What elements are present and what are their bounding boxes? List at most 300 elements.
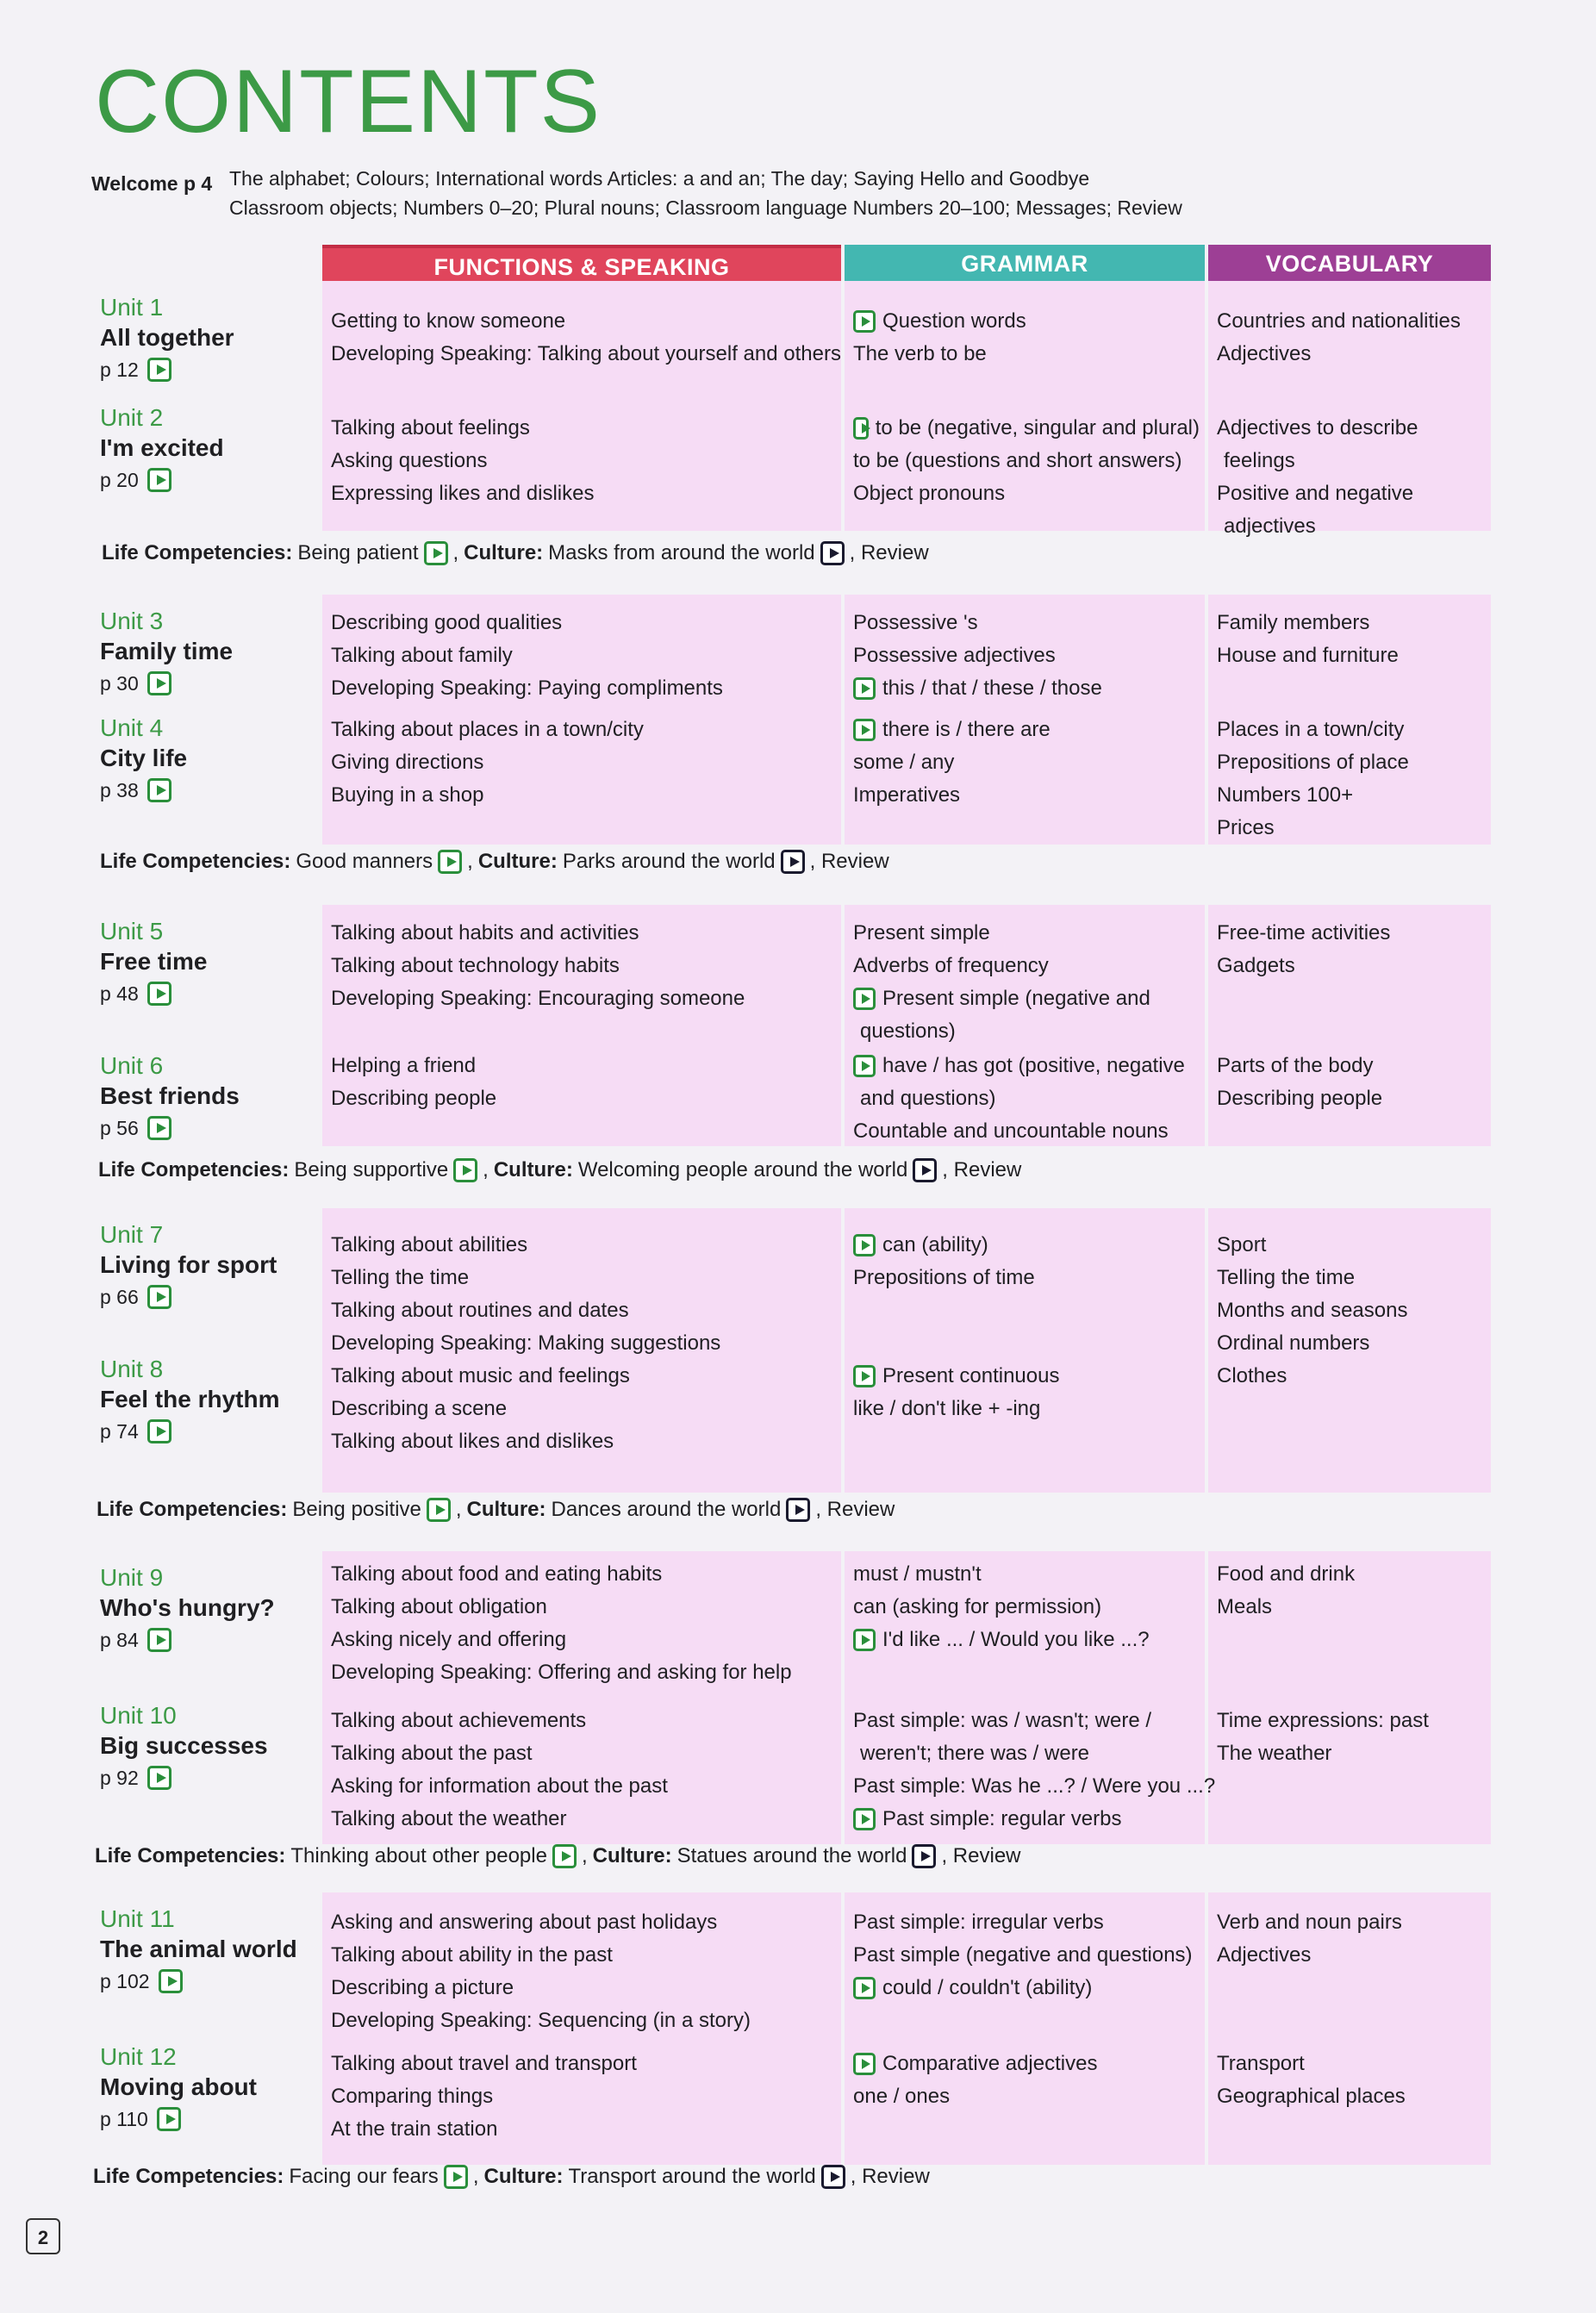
grammar-item-text: must / mustn't	[853, 1562, 982, 1586]
functions-item	[331, 305, 836, 338]
vocabulary-item	[1217, 338, 1486, 371]
functions-cell	[331, 1906, 836, 2037]
unit-page-number[interactable]: p 84	[100, 1629, 139, 1651]
functions-item-text: Talking about travel and transport	[331, 2052, 637, 2075]
grammar-item-text: Present simple (negative and	[882, 987, 1150, 1010]
video-play-icon[interactable]	[853, 1055, 876, 1077]
vocabulary-item	[1217, 2048, 1486, 2080]
video-play-icon[interactable]	[821, 2165, 845, 2189]
grammar-item-text: Past simple: regular verbs	[882, 1807, 1122, 1830]
vocabulary-item-text: Transport	[1217, 2052, 1305, 2075]
functions-item	[331, 746, 836, 779]
unit-number[interactable]: Unit 11	[100, 1905, 175, 1932]
separator: ,	[581, 1844, 588, 1867]
vocabulary-item-text: Geographical places	[1217, 2085, 1406, 2108]
unit-name[interactable]: I'm excited	[100, 434, 224, 461]
grammar-item	[853, 1262, 1200, 1294]
grammar-cell	[853, 607, 1200, 705]
grammar-item	[853, 445, 1200, 477]
unit-number[interactable]: Unit 1	[100, 294, 164, 321]
unit-page[interactable]	[100, 1415, 315, 1448]
grammar-item	[853, 639, 1200, 672]
grammar-item-text: one / ones	[853, 2085, 951, 2108]
vocabulary-item	[1217, 477, 1486, 510]
video-play-icon[interactable]	[853, 1365, 876, 1387]
functions-item-text: Telling the time	[331, 1266, 470, 1289]
vocabulary-item-text: Family members	[1217, 611, 1370, 634]
video-play-icon[interactable]	[424, 541, 448, 565]
video-play-icon[interactable]	[147, 1766, 171, 1790]
vocabulary-item-text: Sport	[1217, 1233, 1267, 1256]
grammar-item	[853, 607, 1200, 639]
functions-item	[331, 2080, 836, 2113]
unit-cell	[100, 1905, 315, 1998]
grammar-item-text: like / don't like + -ing	[853, 1397, 1041, 1420]
functions-item	[331, 779, 836, 812]
grammar-cell	[853, 2048, 1200, 2113]
vocabulary-item	[1217, 412, 1486, 445]
vocabulary-item-text: Places in a town/city	[1217, 718, 1405, 741]
life-competencies-label: Life Competencies:	[102, 541, 293, 564]
unit-name[interactable]: Big successes	[100, 1732, 268, 1759]
page-number: 2	[26, 2218, 60, 2254]
grammar-item-text: Past simple: Was he ...? / Were you ...?	[853, 1774, 1216, 1798]
vocabulary-item	[1217, 2080, 1486, 2113]
grammar-item	[853, 1229, 1200, 1262]
grammar-item-text: questions)	[860, 1019, 956, 1043]
grammar-cell	[853, 1705, 1216, 1836]
vocabulary-item-text: Food and drink	[1217, 1562, 1356, 1586]
grammar-item	[853, 779, 1200, 812]
grammar-item	[853, 1624, 1200, 1656]
life-competencies-label: Life Competencies:	[97, 1498, 288, 1521]
unit-page[interactable]	[100, 353, 315, 386]
unit-page[interactable]	[100, 1112, 315, 1144]
unit-page-number[interactable]: p 102	[100, 1970, 150, 1992]
welcome-line-1: The alphabet; Colours; International words Articles: a and an; The day; Saying Hello and Goodbye	[229, 167, 1090, 190]
grammar-item-text: Past simple: irregular verbs	[853, 1911, 1104, 1934]
vocabulary-item	[1217, 1262, 1486, 1294]
unit-cell	[100, 1355, 315, 1448]
grammar-item	[853, 305, 1200, 338]
unit-page-number[interactable]: p 56	[100, 1117, 139, 1139]
grammar-item	[853, 1906, 1200, 1939]
unit-name[interactable]: Moving about	[100, 2073, 257, 2100]
unit-cell	[100, 1220, 315, 1313]
grammar-item-text: Past simple (negative and questions)	[853, 1943, 1193, 1967]
culture-text: Welcoming people around the world	[577, 1158, 908, 1181]
life-competencies-row	[102, 541, 929, 565]
video-play-icon[interactable]	[853, 988, 876, 1010]
separator: ,	[455, 1498, 462, 1521]
vocabulary-item	[1217, 950, 1486, 982]
separator: ,	[467, 850, 473, 873]
unit-number[interactable]: Unit 10	[100, 1702, 177, 1729]
unit-number[interactable]: Unit 8	[100, 1356, 164, 1382]
functions-item-text: Developing Speaking: Paying compliments	[331, 676, 723, 700]
vocabulary-item	[1217, 746, 1486, 779]
review-text[interactable]: , Review	[815, 1498, 895, 1521]
video-play-icon[interactable]	[853, 1629, 876, 1651]
unit-cell	[100, 1051, 315, 1144]
functions-item-text: Talking about family	[331, 644, 513, 667]
unit-number[interactable]: Unit 6	[100, 1052, 164, 1079]
video-play-icon[interactable]	[147, 982, 171, 1006]
grammar-item	[853, 1558, 1200, 1591]
review-text[interactable]: , Review	[809, 850, 889, 873]
functions-item-text: Talking about likes and dislikes	[331, 1430, 614, 1453]
vocabulary-cell	[1217, 1558, 1486, 1624]
vocabulary-item	[1217, 305, 1486, 338]
video-play-icon[interactable]	[853, 719, 876, 741]
grammar-item-text: there is / there are	[882, 718, 1050, 741]
functions-item	[331, 1656, 836, 1689]
functions-item-text: Describing people	[331, 1087, 497, 1110]
video-play-icon[interactable]	[853, 2053, 876, 2075]
vocabulary-item-text: Gadgets	[1217, 954, 1295, 977]
functions-item-text: Developing Speaking: Encouraging someone	[331, 987, 745, 1010]
vocabulary-cell	[1217, 305, 1486, 371]
video-play-icon[interactable]	[147, 468, 171, 492]
grammar-cell	[853, 714, 1200, 812]
unit-name[interactable]: Best friends	[100, 1082, 240, 1109]
functions-item	[331, 1972, 836, 2004]
review-text[interactable]: , Review	[849, 541, 929, 564]
unit-page-number[interactable]: p 110	[100, 2108, 148, 2130]
unit-number[interactable]: Unit 12	[100, 2043, 177, 2070]
grammar-item	[853, 2080, 1200, 2113]
life-competencies-label: Life Competencies:	[100, 850, 291, 873]
unit-name[interactable]: All together	[100, 324, 234, 351]
functions-item-text: Talking about obligation	[331, 1595, 547, 1618]
separator: ,	[452, 541, 459, 564]
vocabulary-item	[1217, 510, 1486, 543]
life-competencies-row	[93, 2165, 930, 2189]
functions-item	[331, 639, 836, 672]
video-play-icon[interactable]	[147, 1285, 171, 1309]
vocabulary-cell	[1217, 917, 1486, 982]
functions-item-text: Buying in a shop	[331, 783, 484, 807]
vocabulary-cell	[1217, 714, 1486, 845]
functions-cell	[331, 305, 841, 371]
life-competencies-text: Thinking about other people	[290, 1844, 547, 1867]
video-play-icon[interactable]	[853, 1977, 876, 1999]
video-play-icon[interactable]	[853, 677, 876, 700]
vocabulary-item-text: Adjectives	[1217, 1943, 1312, 1967]
vocabulary-cell	[1217, 2048, 1486, 2113]
functions-item-text: At the train station	[331, 2117, 498, 2141]
vocabulary-item-text: Time expressions: past	[1217, 1709, 1429, 1732]
functions-cell	[331, 714, 836, 812]
functions-item-text: Developing Speaking: Sequencing (in a story)	[331, 2009, 751, 2032]
functions-item	[331, 982, 836, 1015]
grammar-cell	[853, 917, 1200, 1048]
functions-item-text: Getting to know someone	[331, 309, 566, 333]
vocabulary-cell	[1217, 1050, 1486, 1115]
video-play-icon[interactable]	[147, 1419, 171, 1443]
functions-cell	[331, 1229, 836, 1360]
functions-item	[331, 1558, 836, 1591]
vocabulary-item-text: Ordinal numbers	[1217, 1331, 1370, 1355]
functions-item	[331, 1770, 836, 1803]
functions-item-text: Talking about the past	[331, 1742, 533, 1765]
unit-name[interactable]: Free time	[100, 948, 208, 975]
video-play-icon[interactable]	[552, 1844, 577, 1868]
unit-name[interactable]: Feel the rhythm	[100, 1386, 280, 1412]
functions-item	[331, 1737, 836, 1770]
grammar-item	[853, 1115, 1200, 1148]
culture-text: Parks around the world	[562, 850, 776, 873]
vocabulary-cell	[1217, 1705, 1486, 1770]
grammar-item	[853, 1770, 1216, 1803]
unit-number[interactable]: Unit 3	[100, 608, 164, 634]
grammar-item	[853, 950, 1200, 982]
culture-label: Culture:	[477, 850, 558, 873]
unit-page-number[interactable]: p 12	[100, 358, 139, 381]
separator: ,	[483, 1158, 489, 1181]
unit-name[interactable]: The animal world	[100, 1936, 297, 1962]
video-play-icon[interactable]	[159, 1969, 183, 1993]
functions-item	[331, 1591, 836, 1624]
functions-item	[331, 1050, 836, 1082]
functions-item-text: Asking and answering about past holidays	[331, 1911, 718, 1934]
grammar-item-text: and questions)	[860, 1087, 996, 1110]
video-play-icon[interactable]	[444, 2165, 468, 2189]
vocabulary-item-text: House and furniture	[1217, 644, 1399, 667]
unit-name[interactable]: City life	[100, 745, 188, 771]
functions-item	[331, 1360, 836, 1393]
vocabulary-item-text: Telling the time	[1217, 1266, 1356, 1289]
grammar-item-text: Imperatives	[853, 783, 961, 807]
vocabulary-item-text: Meals	[1217, 1595, 1273, 1618]
video-play-icon[interactable]	[147, 1628, 171, 1652]
functions-item	[331, 1327, 836, 1360]
grammar-item-text: weren't; there was / were	[860, 1742, 1090, 1765]
culture-label: Culture:	[466, 1498, 546, 1521]
unit-page-number[interactable]: p 92	[100, 1767, 139, 1789]
life-competencies-text: Being positive	[292, 1498, 421, 1521]
vocabulary-item-text: Verb and noun pairs	[1217, 1911, 1402, 1934]
culture-label: Culture:	[493, 1158, 573, 1181]
vocabulary-item	[1217, 917, 1486, 950]
video-play-icon[interactable]	[147, 671, 171, 695]
functions-cell	[331, 1050, 836, 1115]
functions-item-text: Developing Speaking: Talking about yourself and others	[331, 342, 841, 365]
functions-item-text: Talking about routines and dates	[331, 1299, 629, 1322]
functions-item	[331, 950, 836, 982]
grammar-item-text: Possessive adjectives	[853, 644, 1056, 667]
unit-page-number[interactable]: p 66	[100, 1286, 139, 1308]
unit-page[interactable]	[100, 774, 315, 807]
vocabulary-item	[1217, 1705, 1486, 1737]
functions-item-text: Talking about habits and activities	[331, 921, 639, 945]
functions-item-text: Asking questions	[331, 449, 488, 472]
unit-page[interactable]	[100, 1761, 315, 1794]
functions-item	[331, 445, 836, 477]
functions-item	[331, 714, 836, 746]
unit-page[interactable]	[100, 464, 315, 496]
vocabulary-item	[1217, 445, 1486, 477]
unit-page-number[interactable]: p 20	[100, 469, 139, 491]
welcome-label[interactable]: Welcome p 4	[91, 172, 213, 195]
video-play-icon[interactable]	[427, 1498, 451, 1522]
unit-page[interactable]	[100, 977, 315, 1010]
grammar-item-text: Object pronouns	[853, 482, 1006, 505]
grammar-item	[853, 477, 1200, 510]
functions-item	[331, 2004, 836, 2037]
vocabulary-item	[1217, 1558, 1486, 1591]
functions-item-text: Describing good qualities	[331, 611, 563, 634]
grammar-item-text: have / has got (positive, negative	[882, 1054, 1185, 1077]
unit-name[interactable]: Living for sport	[100, 1251, 277, 1278]
video-play-icon[interactable]	[147, 1116, 171, 1140]
unit-number[interactable]: Unit 9	[100, 1564, 164, 1591]
functions-item-text: Asking nicely and offering	[331, 1628, 567, 1651]
video-play-icon[interactable]	[853, 310, 876, 333]
video-play-icon[interactable]	[820, 541, 845, 565]
vocabulary-item	[1217, 1906, 1486, 1939]
functions-item-text: Talking about the weather	[331, 1807, 567, 1830]
functions-item-text: Asking for information about the past	[331, 1774, 668, 1798]
video-play-icon[interactable]	[786, 1498, 810, 1522]
grammar-item-text: Possessive 's	[853, 611, 978, 634]
unit-page-number[interactable]: p 74	[100, 1420, 139, 1443]
grammar-item	[853, 1591, 1200, 1624]
unit-cell	[100, 1701, 315, 1794]
grammar-item	[853, 1939, 1200, 1972]
vocabulary-item-text: Prepositions of place	[1217, 751, 1409, 774]
page-title: CONTENTS	[95, 52, 602, 152]
video-play-icon[interactable]	[853, 417, 869, 440]
unit-name[interactable]: Who's hungry?	[100, 1594, 275, 1621]
functions-item-text: Helping a friend	[331, 1054, 477, 1077]
grammar-item	[853, 1705, 1200, 1737]
grammar-item	[853, 1803, 1200, 1836]
functions-item-text: Expressing likes and dislikes	[331, 482, 595, 505]
functions-item-text: Talking about food and eating habits	[331, 1562, 663, 1586]
functions-item-text: Talking about places in a town/city	[331, 718, 644, 741]
grammar-item-text: I'd like ... / Would you like ...?	[882, 1628, 1150, 1651]
grammar-item-text: The verb to be	[853, 342, 987, 365]
unit-page-number[interactable]: p 48	[100, 982, 139, 1005]
grammar-item	[853, 1360, 1200, 1393]
vocabulary-item-text: feelings	[1224, 449, 1295, 472]
functions-cell	[331, 1705, 836, 1836]
grammar-item-text: to be (negative, singular and plural)	[875, 416, 1200, 440]
functions-cell	[331, 1558, 836, 1689]
grammar-item-text: Countable and uncountable nouns	[853, 1119, 1169, 1143]
grammar-item	[853, 1082, 1200, 1115]
functions-cell	[331, 2048, 836, 2146]
grammar-cell	[853, 1229, 1200, 1294]
unit-cell	[100, 917, 315, 1010]
functions-item	[331, 477, 836, 510]
grammar-item-text: Present continuous	[882, 1364, 1060, 1387]
functions-header: FUNCTIONS & SPEAKING	[322, 245, 841, 284]
life-competencies-text: Being supportive	[294, 1158, 449, 1181]
vocabulary-cell	[1217, 1229, 1486, 1360]
unit-number[interactable]: Unit 7	[100, 1221, 164, 1248]
grammar-cell	[853, 1050, 1200, 1148]
functions-item-text: Talking about music and feelings	[331, 1364, 630, 1387]
grammar-item-text: some / any	[853, 751, 955, 774]
grammar-item-text: can (asking for permission)	[853, 1595, 1102, 1618]
culture-text: Statues around the world	[676, 1844, 907, 1867]
functions-item-text: Talking about technology habits	[331, 954, 620, 977]
functions-item-text: Describing a picture	[331, 1976, 514, 1999]
unit-number[interactable]: Unit 4	[100, 714, 164, 741]
video-play-icon[interactable]	[157, 2107, 181, 2131]
grammar-item	[853, 1393, 1200, 1425]
unit-page[interactable]	[100, 1624, 315, 1656]
review-text[interactable]: , Review	[942, 1158, 1022, 1181]
life-competencies-row	[95, 1844, 1021, 1868]
unit-page-number[interactable]: p 38	[100, 779, 139, 801]
functions-item-text: Talking about feelings	[331, 416, 530, 440]
functions-item	[331, 1906, 836, 1939]
vocabulary-item-text: Describing people	[1217, 1087, 1383, 1110]
video-play-icon[interactable]	[913, 1158, 937, 1182]
grammar-item-text: Present simple	[853, 921, 990, 945]
unit-number[interactable]: Unit 2	[100, 404, 164, 431]
vocabulary-item	[1217, 1737, 1486, 1770]
functions-item	[331, 1229, 836, 1262]
functions-item-text: Developing Speaking: Making suggestions	[331, 1331, 721, 1355]
functions-item-text: Giving directions	[331, 751, 484, 774]
functions-item	[331, 1425, 836, 1458]
grammar-item-text: Adverbs of frequency	[853, 954, 1049, 977]
unit-number[interactable]: Unit 5	[100, 918, 164, 945]
functions-item-text: Describing a scene	[331, 1397, 508, 1420]
unit-page[interactable]	[100, 2103, 315, 2135]
unit-page[interactable]	[100, 1281, 315, 1313]
unit-cell	[100, 403, 315, 496]
unit-page[interactable]	[100, 667, 315, 700]
functions-item	[331, 412, 836, 445]
functions-item-text: Comparing things	[331, 2085, 494, 2108]
functions-cell	[331, 607, 836, 705]
life-competencies-row	[100, 850, 889, 874]
unit-page[interactable]	[100, 1965, 315, 1998]
review-text[interactable]: , Review	[850, 2165, 930, 2188]
video-play-icon[interactable]	[853, 1808, 876, 1830]
life-competencies-text: Good manners	[296, 850, 433, 873]
review-text[interactable]: , Review	[941, 1844, 1021, 1867]
unit-name[interactable]: Family time	[100, 638, 234, 664]
video-play-icon[interactable]	[147, 778, 171, 802]
video-play-icon[interactable]	[912, 1844, 936, 1868]
functions-item	[331, 2113, 836, 2146]
vocabulary-item-text: Positive and negative	[1217, 482, 1414, 505]
culture-label: Culture:	[592, 1844, 672, 1867]
vocabulary-item	[1217, 607, 1486, 639]
video-play-icon[interactable]	[438, 850, 462, 874]
video-play-icon[interactable]	[853, 1234, 876, 1256]
grammar-item	[853, 338, 1200, 371]
grammar-item-text: could / couldn't (ability)	[882, 1976, 1093, 1999]
video-play-icon[interactable]	[453, 1158, 477, 1182]
vocabulary-item-text: Clothes	[1217, 1364, 1287, 1387]
grammar-header: GRAMMAR	[845, 245, 1205, 281]
grammar-item-text: Comparative adjectives	[882, 2052, 1098, 2075]
grammar-cell	[853, 1360, 1200, 1425]
video-play-icon[interactable]	[147, 358, 171, 382]
unit-page-number[interactable]: p 30	[100, 672, 139, 695]
functions-item	[331, 1939, 836, 1972]
vocabulary-item	[1217, 1229, 1486, 1262]
vocabulary-item-text: Parts of the body	[1217, 1054, 1374, 1077]
video-play-icon[interactable]	[781, 850, 805, 874]
